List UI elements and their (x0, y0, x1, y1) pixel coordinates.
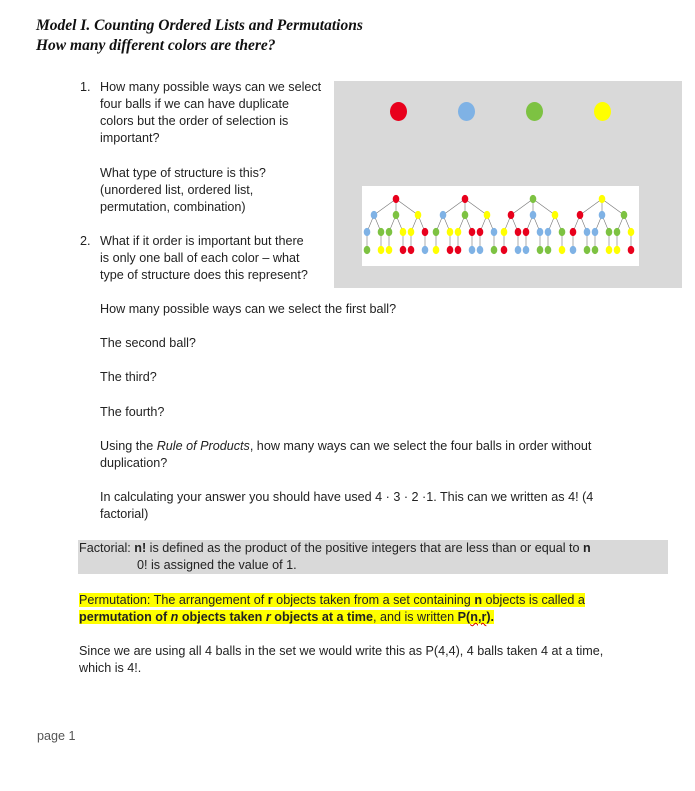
q2-first-ball: How many possible ways can we select the first ball? (100, 302, 397, 316)
tree-node-level4 (523, 246, 530, 254)
page-number: page 1 (37, 729, 76, 743)
tree-node-level3 (408, 228, 415, 236)
tree-node-level4 (592, 246, 599, 254)
tree-node-level2 (371, 211, 378, 219)
tree-node-level2 (599, 211, 606, 219)
q1-followup-2: (unordered list, ordered list, (100, 183, 254, 197)
tree-node-level2 (484, 211, 491, 219)
model-title: Model I. Counting Ordered Lists and Permutations (36, 17, 363, 34)
q1-line2: four balls if we can have duplicate (100, 97, 290, 111)
q1-line3: colors but the order of selection is (100, 114, 289, 128)
red-ball-icon (390, 102, 407, 121)
tree-node-level4 (606, 246, 613, 254)
q2-fourth: The fourth? (100, 405, 165, 419)
q2-line2: is only one ball of each color – what (100, 251, 300, 265)
model-subtitle: How many different colors are there? (36, 37, 276, 54)
tree-edge (533, 199, 555, 215)
tree-node-level3 (433, 228, 440, 236)
tree-root-node (393, 195, 400, 203)
tree-node-level3 (628, 228, 635, 236)
tree-node-level2 (440, 211, 447, 219)
tree-node-level3 (570, 228, 577, 236)
permutation-definition-line2: permutation of n objects taken r objects at a time, and is written P(n,r). (79, 610, 495, 624)
q2-rule-line2: duplication? (100, 456, 168, 470)
tree-node-level4 (455, 246, 462, 254)
q2-second-ball: The second ball? (100, 336, 196, 350)
q1-line1: How many possible ways can we select (100, 80, 322, 94)
tree-node-level4 (386, 246, 393, 254)
q2-third: The third? (100, 370, 157, 384)
tree-node-level4 (408, 246, 415, 254)
tree-node-level4 (400, 246, 407, 254)
tree-node-level3 (592, 228, 599, 236)
tree-node-level4 (515, 246, 522, 254)
tree-node-level3 (537, 228, 544, 236)
yellow-ball-icon (594, 102, 611, 121)
tree-root-node (530, 195, 537, 203)
tree-node-level3 (584, 228, 591, 236)
q1-number: 1. (80, 80, 91, 94)
tree-edge (443, 199, 465, 215)
factorial-line1: Factorial: n! is defined as the product of the positive integers that are less than or equal to n (79, 541, 591, 555)
factorial-definition (78, 540, 668, 574)
tree-node-level3 (400, 228, 407, 236)
tree-node-level3 (515, 228, 522, 236)
tree-edge (374, 199, 396, 215)
tree-node-level3 (606, 228, 613, 236)
green-ball-icon (526, 102, 543, 121)
tree-node-level4 (433, 246, 440, 254)
tree-node-level2 (415, 211, 422, 219)
tree-node-level4 (378, 246, 385, 254)
q2-rule-of-products: Using the Rule of Products, how many ways can we select the four balls in order without (100, 439, 592, 453)
tree-node-level4 (364, 246, 371, 254)
tree-node-level4 (501, 246, 508, 254)
q1-line4: important? (100, 131, 160, 145)
tree-node-level3 (501, 228, 508, 236)
tree-node-level2 (462, 211, 469, 219)
tree-node-level3 (491, 228, 498, 236)
tree-svg (362, 186, 639, 266)
q2-number: 2. (80, 234, 91, 248)
since-line1: Since we are using all 4 balls in the set we would write this as P(4,4), 4 balls taken 4 at a time, (79, 644, 604, 658)
tree-edge (465, 199, 487, 215)
factorial-line2: 0! is assigned the value of 1. (137, 558, 297, 572)
tree-node-level3 (386, 228, 393, 236)
tree-root-node (462, 195, 469, 203)
tree-edge (511, 199, 533, 215)
q1-followup-1: What type of structure is this? (100, 166, 266, 180)
tree-node-level3 (422, 228, 429, 236)
tree-node-level3 (477, 228, 484, 236)
tree-node-level4 (537, 246, 544, 254)
tree-node-level4 (570, 246, 577, 254)
q2-calc-line1: In calculating your answer you should have used 4 · 3 · 2 ·1. This can we written as 4! (4 (100, 490, 594, 504)
blue-ball-icon (458, 102, 475, 121)
tree-node-level2 (508, 211, 515, 219)
tree-node-level4 (447, 246, 454, 254)
tree-edge (602, 199, 624, 215)
tree-node-level3 (545, 228, 552, 236)
tree-node-level3 (447, 228, 454, 236)
tree-node-level3 (523, 228, 530, 236)
tree-node-level3 (378, 228, 385, 236)
since-line2: which is 4!. (79, 661, 142, 675)
tree-node-level3 (455, 228, 462, 236)
tree-node-level2 (552, 211, 559, 219)
tree-root-node (599, 195, 606, 203)
tree-node-level4 (422, 246, 429, 254)
tree-node-level3 (364, 228, 371, 236)
tree-node-level4 (614, 246, 621, 254)
q2-line3: type of structure does this represent? (100, 268, 308, 282)
q2-calc-line2: factorial) (100, 507, 149, 521)
tree-node-level3 (614, 228, 621, 236)
tree-node-level4 (491, 246, 498, 254)
tree-node-level4 (469, 246, 476, 254)
tree-edge (580, 199, 602, 215)
tree-node-level2 (530, 211, 537, 219)
tree-node-level4 (477, 246, 484, 254)
tree-node-level4 (545, 246, 552, 254)
tree-node-level2 (621, 211, 628, 219)
tree-node-level4 (628, 246, 635, 254)
q1-followup-3: permutation, combination) (100, 200, 246, 214)
permutation-tree-diagram (362, 186, 639, 266)
permutation-definition-line1: Permutation: The arrangement of r objects taken from a set containing n objects is called a (79, 593, 585, 607)
tree-node-level3 (559, 228, 566, 236)
q2-line1: What if it order is important but there (100, 234, 304, 248)
tree-edge (396, 199, 418, 215)
tree-node-level4 (559, 246, 566, 254)
tree-node-level2 (393, 211, 400, 219)
tree-node-level2 (577, 211, 584, 219)
tree-node-level3 (469, 228, 476, 236)
tree-node-level4 (584, 246, 591, 254)
